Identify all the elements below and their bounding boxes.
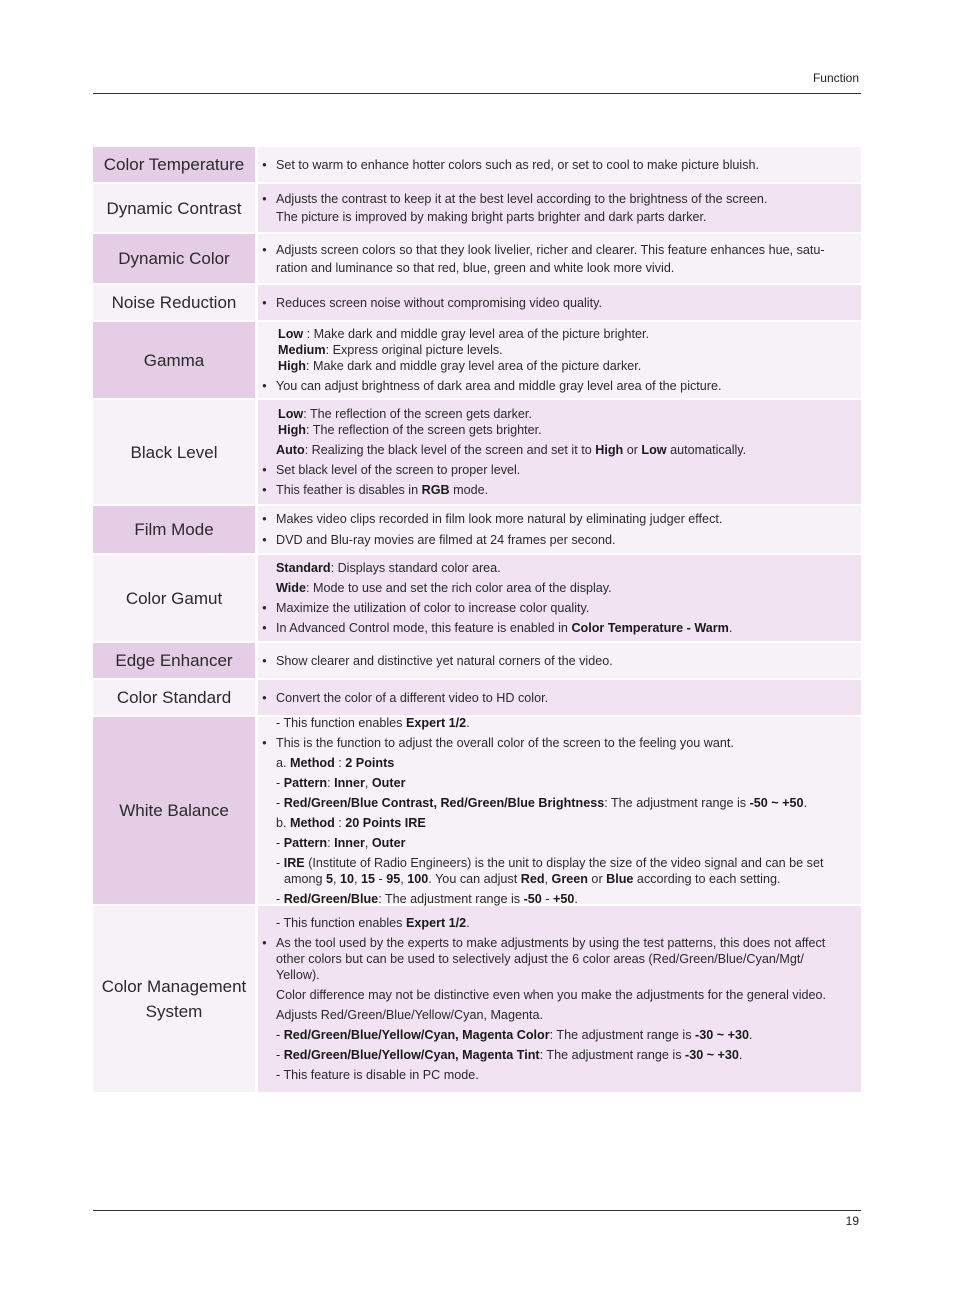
- bullet-text: ● You can adjust brightness of dark area and middle gray level area of the picture.: [262, 378, 853, 394]
- row-label: Gamma: [93, 322, 255, 398]
- pattern-bold: Pattern: [283, 835, 328, 850]
- ire-text: among: [284, 871, 327, 886]
- row-label: Dynamic Color: [93, 234, 255, 283]
- ire-text: ,: [544, 871, 552, 886]
- option-name: Standard: [276, 561, 331, 575]
- option-name: Wide: [276, 581, 306, 595]
- row-description: [258, 717, 861, 904]
- row-description: [258, 555, 861, 641]
- range-bold: Red/Green/Blue Contrast, Red/Green/Blue Brightness: [283, 795, 605, 810]
- bullet-part: In Advanced Control mode, this feature is enabled in: [276, 621, 572, 635]
- note-bold: Expert 1/2: [405, 916, 467, 930]
- page-number: 19: [845, 1214, 859, 1228]
- ire-bold: 95: [386, 871, 401, 886]
- note-line: - This feature is disable in PC mode.: [276, 1068, 479, 1082]
- range-line: [262, 795, 853, 811]
- note-text: - This function enables: [276, 916, 406, 930]
- range-text: -: [276, 1028, 284, 1042]
- table-row: [93, 506, 861, 555]
- table-row: [93, 680, 861, 717]
- ire-text: ,: [333, 871, 341, 886]
- option-text: : The reflection of the screen gets darker.: [303, 407, 532, 421]
- bullet-text: [262, 482, 853, 498]
- note-line: [262, 915, 853, 931]
- range-text: : The adjustment range is: [378, 891, 524, 906]
- option-line: [262, 342, 853, 358]
- method-bold: 2 Points: [345, 755, 395, 770]
- pattern-bold: Inner: [334, 835, 365, 850]
- row-description: [258, 285, 861, 320]
- method-bold: Method: [290, 755, 335, 770]
- ire-line: [262, 871, 853, 887]
- description-text: Yellow).: [276, 968, 320, 982]
- bullet-part: mode.: [449, 483, 489, 497]
- row-description: [258, 147, 861, 182]
- pattern-bold: Outer: [371, 835, 406, 850]
- option-name: Auto: [276, 443, 305, 457]
- option-text: : Mode to use and set the rich color area of the display.: [305, 581, 612, 595]
- pattern-line: [262, 835, 853, 851]
- pattern-text: ,: [364, 835, 372, 850]
- range-text: -: [276, 795, 284, 810]
- row-description: [258, 643, 861, 678]
- option-value: Low: [641, 443, 667, 457]
- ire-text: ,: [400, 871, 408, 886]
- bullet-text: ● Makes video clips recorded in film look more natural by eliminating judger effect.: [262, 511, 853, 527]
- table-row: [93, 147, 861, 184]
- option-line: [262, 358, 853, 374]
- table-row: [93, 322, 861, 400]
- note-text: .: [466, 715, 470, 730]
- range-bold: -30 ~ +30: [685, 1048, 739, 1062]
- note-text: - This function enables: [276, 715, 406, 730]
- range-text: : The adjustment range is: [549, 1028, 696, 1042]
- ire-text: . You can adjust: [428, 871, 521, 886]
- table-row: [93, 643, 861, 680]
- option-text: : Displays standard color area.: [330, 561, 501, 575]
- row-label: Color Standard: [93, 680, 255, 715]
- option-name: Medium: [278, 343, 326, 357]
- method-line: [262, 815, 853, 831]
- table-row: [93, 400, 861, 506]
- pattern-text: :: [327, 835, 335, 850]
- row-label: Edge Enhancer: [93, 643, 255, 678]
- row-label: Color Temperature: [93, 147, 255, 182]
- bullet-text: ● As the tool used by the experts to make adjustments by using the test patterns, this does not affect: [262, 935, 853, 951]
- method-bold: Method: [290, 815, 335, 830]
- option-line: [262, 580, 853, 596]
- option-name: High: [278, 423, 306, 437]
- method-bold: 20 Points IRE: [345, 815, 426, 830]
- method-line: [262, 755, 853, 771]
- pattern-bold: Inner: [334, 775, 365, 790]
- ire-text: -: [375, 871, 387, 886]
- row-description: [258, 400, 861, 504]
- row-label: Noise Reduction: [93, 285, 255, 320]
- table-row: [93, 184, 861, 234]
- range-bold: Red/Green/Blue: [283, 891, 379, 906]
- row-label: Black Level: [93, 400, 255, 504]
- range-line: [262, 1047, 853, 1063]
- bullet-text: [262, 620, 853, 636]
- option-text: : The reflection of the screen gets brighter.: [305, 423, 542, 437]
- option-line: [262, 442, 853, 458]
- description-text: ration and luminance so that red, blue, green and white look more vivid.: [276, 260, 675, 275]
- ire-text: or: [587, 871, 607, 886]
- range-bold: +50: [552, 891, 575, 906]
- bullet-text: ● This is the function to adjust the overall color of the screen to the feeling you want.: [262, 735, 853, 751]
- bullet-bold: RGB: [421, 483, 450, 497]
- range-text: .: [803, 795, 808, 810]
- option-line: [262, 326, 853, 342]
- ire-text: according to each setting.: [633, 871, 781, 886]
- pattern-text: :: [327, 775, 335, 790]
- table-row: [93, 555, 861, 643]
- pattern-text: -: [276, 835, 284, 850]
- description-text: other colors but can be used to selectively adjust the 6 color areas (Red/Green/Blue/Cyan/Mgt/: [276, 952, 804, 966]
- method-text: a.: [276, 755, 291, 770]
- description-text: The picture is improved by making bright parts brighter and dark parts darker.: [276, 210, 707, 224]
- bullet-text: ● DVD and Blu-ray movies are filmed at 24 frames per second.: [262, 532, 853, 548]
- range-text: -: [541, 891, 553, 906]
- range-line: [262, 891, 853, 907]
- range-text: .: [748, 1028, 753, 1042]
- bullet-bold: Color Temperature - Warm: [571, 621, 729, 635]
- ire-bold: Blue: [606, 871, 634, 886]
- bullet-text: ● Convert the color of a different video to HD color.: [262, 690, 853, 706]
- note-line: [262, 715, 853, 731]
- option-text: automatically.: [666, 443, 747, 457]
- table-row: [93, 234, 861, 285]
- function-table: [93, 147, 861, 1094]
- option-line: [262, 406, 853, 422]
- bullet-text: ● Reduces screen noise without compromising video quality.: [262, 295, 853, 311]
- method-text: b.: [276, 815, 291, 830]
- ire-text: ,: [354, 871, 362, 886]
- bullet-text: ● Adjusts screen colors so that they look livelier, richer and clearer. This feature enhances hue, satu-: [262, 242, 853, 258]
- range-bold: -30 ~ +30: [695, 1028, 749, 1042]
- row-label: Color Management System: [93, 906, 255, 1092]
- bullet-text: ● Show clearer and distinctive yet natural corners of the video.: [262, 653, 853, 669]
- row-description: [258, 506, 861, 553]
- bullet-text: ● Adjusts the contrast to keep it at the best level according to the brightness of the screen.: [262, 191, 853, 207]
- bullet-text: ● Maximize the utilization of color to increase color quality.: [262, 600, 853, 616]
- table-row: [93, 285, 861, 322]
- method-text: :: [334, 755, 346, 770]
- range-bold: -50: [523, 891, 542, 906]
- range-text: -: [276, 891, 284, 906]
- row-description: [258, 234, 861, 283]
- note-text: .: [466, 916, 470, 930]
- note-bold: Expert 1/2: [405, 715, 467, 730]
- bullet-text: ● Set to warm to enhance hotter colors such as red, or set to cool to make picture bluish.: [262, 157, 853, 173]
- row-description: [258, 680, 861, 715]
- ire-bold: 5: [326, 871, 334, 886]
- ire-bold: 100: [407, 871, 429, 886]
- option-text: : Make dark and middle gray level area of the picture brighter.: [303, 327, 649, 341]
- pattern-line: [262, 775, 853, 791]
- row-label: White Balance: [93, 717, 255, 904]
- ire-bold: IRE: [283, 855, 305, 870]
- range-text: .: [738, 1048, 743, 1062]
- ire-text: (Institute of Radio Engineers) is the unit to display the size of the video signal and can be set: [304, 855, 824, 870]
- range-bold: Red/Green/Blue/Yellow/Cyan, Magenta Color: [283, 1028, 550, 1042]
- ire-text: -: [276, 855, 284, 870]
- range-text: : The adjustment range is: [539, 1048, 685, 1062]
- table-row: [93, 906, 861, 1094]
- option-value: High: [595, 443, 624, 457]
- option-line: [262, 560, 853, 576]
- option-text: or: [623, 443, 642, 457]
- footer-rule: [93, 1210, 861, 1211]
- option-name: High: [278, 359, 306, 373]
- ire-bold: 10: [340, 871, 355, 886]
- pattern-text: -: [276, 775, 284, 790]
- range-bold: Red/Green/Blue/Yellow/Cyan, Magenta Tint: [283, 1048, 540, 1062]
- running-header: Function: [812, 71, 859, 85]
- row-label: Color Gamut: [93, 555, 255, 641]
- ire-bold: Green: [551, 871, 588, 886]
- option-name: Low: [278, 327, 304, 341]
- description-text: Color difference may not be distinctive even when you make the adjustments for the general video.: [276, 988, 827, 1002]
- row-description: [258, 906, 861, 1092]
- option-text: : Express original picture levels.: [325, 343, 503, 357]
- pattern-bold: Pattern: [283, 775, 328, 790]
- row-description: [258, 322, 861, 398]
- range-text: .: [574, 891, 578, 906]
- method-text: :: [334, 815, 346, 830]
- table-row: [93, 717, 861, 906]
- range-text: : The adjustment range is: [604, 795, 750, 810]
- ire-bold: 15: [361, 871, 376, 886]
- option-name: Low: [278, 407, 304, 421]
- row-label: Dynamic Contrast: [93, 184, 255, 232]
- ire-line: [262, 855, 853, 871]
- header-rule: [93, 93, 861, 94]
- pattern-text: ,: [364, 775, 372, 790]
- option-text: : Make dark and middle gray level area of the picture darker.: [305, 359, 642, 373]
- row-label: Film Mode: [93, 506, 255, 553]
- pattern-bold: Outer: [371, 775, 406, 790]
- description-text: Adjusts Red/Green/Blue/Yellow/Cyan, Magenta.: [276, 1008, 543, 1022]
- range-bold: -50 ~ +50: [749, 795, 804, 810]
- bullet-text: ● Set black level of the screen to proper level.: [262, 462, 853, 478]
- option-text: : Realizing the black level of the screen and set it to: [304, 443, 596, 457]
- option-line: [262, 422, 853, 438]
- range-text: -: [276, 1048, 284, 1062]
- ire-bold: Red: [520, 871, 545, 886]
- range-line: [262, 1027, 853, 1043]
- bullet-part: This feather is disables in: [276, 483, 422, 497]
- bullet-part: .: [728, 621, 733, 635]
- row-description: [258, 184, 861, 232]
